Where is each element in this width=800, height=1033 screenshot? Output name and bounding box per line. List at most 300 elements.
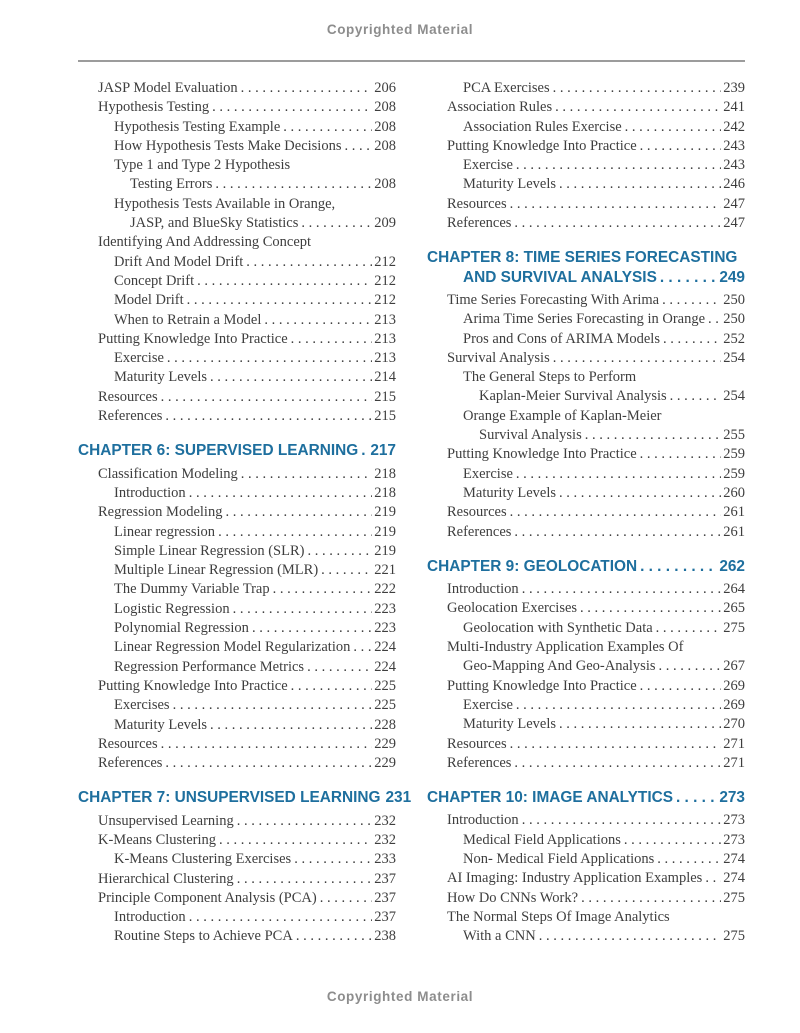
toc-page-number: 212 xyxy=(374,272,396,289)
toc-page-number: 246 xyxy=(723,176,745,193)
toc-page-number: 238 xyxy=(374,928,396,945)
toc-entry-label: PCA Exercises xyxy=(463,80,550,96)
toc-entry-label: Exercises xyxy=(114,697,170,714)
toc-page-number: 262 xyxy=(719,557,745,575)
toc-entry xyxy=(427,696,745,715)
toc-page-number: 275 xyxy=(723,889,745,906)
toc-entry-label: How Do CNNs Work? xyxy=(447,889,579,906)
toc-entry-label: Concept Drift xyxy=(114,272,195,289)
toc-entry xyxy=(78,870,396,889)
toc-entry xyxy=(427,98,745,117)
dot-leader xyxy=(161,388,373,407)
toc-entry xyxy=(427,175,745,194)
toc-entry-label: When to Retrain a Model xyxy=(114,311,262,328)
toc-entry xyxy=(78,388,396,407)
toc-page-number: 215 xyxy=(374,388,396,405)
dot-leader xyxy=(189,484,373,503)
toc-entry xyxy=(78,233,396,252)
dot-leader xyxy=(219,831,372,850)
toc-entry-label: References xyxy=(98,755,163,772)
dot-leader xyxy=(640,137,722,156)
toc-page-number: 275 xyxy=(723,619,745,636)
toc-entry xyxy=(78,349,396,368)
toc-entry xyxy=(78,368,396,387)
toc-page-number: 206 xyxy=(374,80,396,96)
toc-page-number: 223 xyxy=(374,620,396,637)
toc-entry xyxy=(427,927,745,946)
toc-entry-label: AI Imaging: Industry Application Examples xyxy=(447,870,703,887)
dot-leader xyxy=(559,484,721,503)
toc-entry-label: Orange Example of Kaplan-Meier xyxy=(463,407,662,424)
toc-entry-label: References xyxy=(98,408,163,425)
toc-entry-label: Regression Modeling xyxy=(98,504,223,521)
toc-entry-label: Routine Steps to Achieve PCA xyxy=(114,928,293,945)
toc-entry-label: Pros and Cons of ARIMA Models xyxy=(463,330,660,347)
dot-leader xyxy=(246,253,372,272)
dot-leader xyxy=(241,465,373,484)
toc-entry xyxy=(427,850,745,869)
toc-column-left xyxy=(78,79,412,947)
toc-columns xyxy=(78,79,745,947)
dot-leader xyxy=(705,869,721,888)
toc-entry-label: Introduction xyxy=(447,812,519,829)
toc-entry-label: Linear regression xyxy=(114,523,216,540)
toc-page-number: 218 xyxy=(374,484,396,501)
toc-entry xyxy=(78,696,396,715)
dot-leader xyxy=(676,788,717,807)
toc-entry-label: Resources xyxy=(98,735,158,752)
toc-entry-label: Survival Analysis xyxy=(447,349,550,366)
toc-page-number: 229 xyxy=(374,735,396,752)
toc-page-number: 222 xyxy=(374,581,396,598)
toc-entry xyxy=(78,291,396,310)
toc-entry-label: References xyxy=(447,523,512,540)
toc-page-number: 208 xyxy=(374,176,396,193)
toc-entry xyxy=(427,869,745,888)
toc-entry-label: The Normal Steps Of Image Analytics xyxy=(447,908,670,925)
toc-page-number: 269 xyxy=(723,677,745,694)
toc-page-number: 208 xyxy=(374,137,396,154)
toc-entry xyxy=(427,811,745,830)
header-rule xyxy=(78,60,745,62)
dot-leader xyxy=(510,503,722,522)
toc-page-number: 237 xyxy=(374,909,396,926)
toc-entry-label: Geolocation with Synthetic Data xyxy=(463,619,653,636)
toc-entry xyxy=(78,118,396,137)
toc-page-number: 242 xyxy=(723,118,745,135)
toc-entry xyxy=(78,716,396,735)
toc-entry xyxy=(427,889,745,908)
toc-entry-label: Kaplan-Meier Survival Analysis xyxy=(479,388,667,405)
dot-leader xyxy=(663,330,721,349)
toc-entry xyxy=(427,638,745,657)
toc-entry xyxy=(427,657,745,676)
toc-entry-label: Medical Field Applications xyxy=(463,831,621,848)
toc-page-number: 229 xyxy=(374,755,396,772)
toc-page-number: 233 xyxy=(374,851,396,868)
toc-entry xyxy=(427,465,745,484)
dot-leader xyxy=(187,291,373,310)
dot-leader xyxy=(344,137,372,156)
toc-page-number: 274 xyxy=(723,850,745,867)
toc-entry xyxy=(78,98,396,117)
dot-leader xyxy=(197,272,372,291)
dot-leader xyxy=(283,118,372,137)
toc-entry xyxy=(78,658,396,677)
toc-entry xyxy=(427,330,745,349)
toc-entry-label: CHAPTER 7: UNSUPERVISED LEARNING xyxy=(78,789,381,807)
dot-leader xyxy=(656,619,722,638)
dot-leader xyxy=(173,696,373,715)
toc-entry xyxy=(78,272,396,291)
toc-entry-label: Introduction xyxy=(114,484,186,501)
toc-entry xyxy=(78,253,396,272)
toc-page-number: 208 xyxy=(374,99,396,116)
toc-entry xyxy=(427,291,745,310)
toc-page-number: 225 xyxy=(374,697,396,714)
toc-entry xyxy=(427,368,745,387)
toc-page-number: 249 xyxy=(719,268,745,286)
toc-page-number: 250 xyxy=(723,291,745,308)
dot-leader xyxy=(264,311,372,330)
toc-entry xyxy=(427,445,745,464)
toc-page-number: 208 xyxy=(374,118,396,135)
dot-leader xyxy=(522,811,722,830)
toc-page-number: 212 xyxy=(374,253,396,270)
toc-page-number: 273 xyxy=(723,812,745,829)
dot-leader xyxy=(553,349,722,368)
toc-entry xyxy=(78,465,396,484)
toc-page-number: 239 xyxy=(723,80,745,96)
toc-entry xyxy=(78,561,396,580)
toc-entry xyxy=(427,137,745,156)
toc-page-number: 243 xyxy=(723,137,745,154)
toc-page-number: 219 xyxy=(374,523,396,540)
toc-entry-label: Resources xyxy=(447,504,507,521)
toc-entry-label: Putting Knowledge Into Practice xyxy=(98,677,288,694)
toc-entry xyxy=(78,908,396,927)
toc-entry xyxy=(78,137,396,156)
toc-page-number: 232 xyxy=(374,812,396,829)
dot-leader xyxy=(625,118,722,137)
dot-leader xyxy=(555,98,721,117)
toc-entry xyxy=(78,927,396,946)
toc-page-number: 271 xyxy=(723,735,745,752)
toc-page-number: 218 xyxy=(374,465,396,482)
dot-leader xyxy=(241,79,373,98)
dot-leader xyxy=(165,407,372,426)
toc-entry-label: Hierarchical Clustering xyxy=(98,870,234,887)
toc-entry-label: With a CNN xyxy=(463,928,536,945)
dot-leader xyxy=(670,387,722,406)
toc-entry xyxy=(427,156,745,175)
toc-chapter-heading xyxy=(78,788,412,807)
dot-leader xyxy=(307,658,372,677)
toc-page-number: 223 xyxy=(374,600,396,617)
dot-leader xyxy=(161,735,373,754)
dot-leader xyxy=(225,503,372,522)
toc-entry xyxy=(427,195,745,214)
dot-leader xyxy=(522,580,722,599)
dot-leader xyxy=(252,619,372,638)
toc-entry-label: Drift And Model Drift xyxy=(114,253,244,270)
dot-leader xyxy=(237,812,373,831)
toc-entry-label: Introduction xyxy=(447,581,519,598)
toc-entry xyxy=(78,831,396,850)
toc-page-number: 212 xyxy=(374,292,396,309)
toc-entry xyxy=(78,330,396,349)
toc-entry-label: References xyxy=(447,215,512,232)
toc-page-number: 270 xyxy=(723,716,745,733)
dot-leader xyxy=(294,850,372,869)
toc-entry-label: JASP Model Evaluation xyxy=(98,80,238,96)
toc-page-number: 225 xyxy=(374,677,396,694)
dot-leader xyxy=(320,889,373,908)
toc-entry-label: Hypothesis Testing xyxy=(98,99,210,116)
toc-page-number: 243 xyxy=(723,157,745,174)
dot-leader xyxy=(510,735,722,754)
toc-page-number: 271 xyxy=(723,754,745,771)
dot-leader xyxy=(510,195,722,214)
toc-entry xyxy=(78,754,396,773)
toc-entry xyxy=(78,619,396,638)
copyright-header: Copyrighted Material xyxy=(326,22,474,37)
toc-entry xyxy=(78,156,396,175)
toc-entry-label: Exercise xyxy=(463,696,513,713)
toc-entry-label: Survival Analysis xyxy=(479,427,582,444)
toc-page-number: 259 xyxy=(723,446,745,463)
toc-entry-label: Putting Knowledge Into Practice xyxy=(98,330,288,347)
toc-entry-label: K-Means Clustering xyxy=(98,831,216,848)
toc-page-number: 247 xyxy=(723,215,745,232)
dot-leader xyxy=(321,561,372,580)
toc-entry-label: Model Drift xyxy=(114,292,184,309)
toc-page-number: 247 xyxy=(723,195,745,212)
toc-entry-label: JASP, and BlueSky Statistics xyxy=(130,215,299,232)
toc-page-number: 273 xyxy=(719,789,745,807)
dot-leader xyxy=(514,523,721,542)
toc-page-number: 250 xyxy=(723,311,745,328)
toc-entry-label: Resources xyxy=(447,195,507,212)
toc-page-number: 224 xyxy=(374,639,396,656)
toc-entry-label: How Hypothesis Tests Make Decisions xyxy=(114,137,342,154)
dot-leader xyxy=(210,716,372,735)
toc-page-number: 219 xyxy=(374,542,396,559)
toc-page-number: 275 xyxy=(723,928,745,945)
copyright-footer: Copyrighted Material xyxy=(326,989,474,1004)
toc-page-number: 224 xyxy=(374,658,396,675)
dot-leader xyxy=(218,523,372,542)
toc-entry-label: Association Rules Exercise xyxy=(463,118,622,135)
toc-entry xyxy=(78,311,396,330)
dot-leader xyxy=(514,754,721,773)
dot-leader xyxy=(237,870,373,889)
dot-leader xyxy=(307,542,372,561)
toc-page-number: 213 xyxy=(374,330,396,347)
dot-leader xyxy=(624,831,721,850)
toc-page-number: 237 xyxy=(374,870,396,887)
toc-entry-label: Type 1 and Type 2 Hypothesis xyxy=(114,157,291,174)
toc-entry-label: Maturity Levels xyxy=(114,369,208,386)
toc-entry xyxy=(427,831,745,850)
toc-page-number: 232 xyxy=(374,831,396,848)
toc-entry-label: Maturity Levels xyxy=(463,176,557,193)
toc-entry-label: CHAPTER 10: IMAGE ANALYTICS xyxy=(427,789,673,807)
dot-leader xyxy=(516,156,721,175)
toc-page-number: 254 xyxy=(723,388,745,405)
toc-page-number: 260 xyxy=(723,484,745,501)
dot-leader xyxy=(189,908,373,927)
toc-entry-label: Multiple Linear Regression (MLR) xyxy=(114,562,319,579)
toc-entry-label: Logistic Regression xyxy=(114,600,230,617)
toc-entry-label: Putting Knowledge Into Practice xyxy=(447,446,637,463)
toc-entry-label: Linear Regression Model Regularization xyxy=(114,639,351,656)
toc-entry xyxy=(427,580,745,599)
toc-page-number: 261 xyxy=(723,523,745,540)
toc-entry-label: Multi-Industry Application Examples Of xyxy=(447,639,684,656)
toc-page-number: 269 xyxy=(723,696,745,713)
toc-entry-label: Polynomial Regression xyxy=(114,620,249,637)
toc-entry xyxy=(78,214,396,233)
dot-leader xyxy=(640,677,722,696)
toc-page-number: 213 xyxy=(374,350,396,367)
dot-leader xyxy=(657,850,721,869)
toc-entry xyxy=(427,754,745,773)
dot-leader xyxy=(559,715,721,734)
dot-leader xyxy=(165,754,372,773)
toc-entry xyxy=(427,735,745,754)
toc-page-number: 221 xyxy=(374,562,396,579)
dot-leader xyxy=(539,927,722,946)
toc-entry-label: Classification Modeling xyxy=(98,465,238,482)
toc-entry xyxy=(78,79,396,98)
toc-entry xyxy=(78,677,396,696)
toc-page-number: 215 xyxy=(374,408,396,425)
toc-entry xyxy=(427,214,745,233)
toc-entry-label: Time Series Forecasting With Arima xyxy=(447,291,660,308)
toc-entry xyxy=(78,812,396,831)
toc-entry-label: Regression Performance Metrics xyxy=(114,658,305,675)
toc-chapter-heading xyxy=(427,788,745,807)
toc-page-number: 273 xyxy=(723,831,745,848)
toc-entry xyxy=(427,523,745,542)
dot-leader xyxy=(580,599,721,618)
toc-entry-label: References xyxy=(447,754,512,771)
dot-leader xyxy=(210,368,372,387)
dot-leader xyxy=(640,557,717,576)
toc-page-number: 265 xyxy=(723,600,745,617)
dot-leader xyxy=(296,927,372,946)
toc-page-number: 259 xyxy=(723,465,745,482)
toc-entry xyxy=(427,619,745,638)
toc-entry xyxy=(78,523,396,542)
dot-leader xyxy=(640,445,722,464)
toc-entry-label: Putting Knowledge Into Practice xyxy=(447,677,637,694)
toc-entry-label: CHAPTER 9: GEOLOCATION xyxy=(427,557,638,575)
toc-entry-label: Hypothesis Testing Example xyxy=(114,118,281,135)
dot-leader xyxy=(660,268,717,287)
toc-entry-label: CHAPTER 8: TIME SERIES FORECASTING xyxy=(427,249,738,267)
toc-entry xyxy=(427,677,745,696)
dot-leader xyxy=(167,349,372,368)
toc-entry xyxy=(78,175,396,194)
toc-entry xyxy=(78,542,396,561)
toc-entry xyxy=(78,850,396,869)
toc-entry-label: Putting Knowledge Into Practice xyxy=(447,137,637,154)
toc-entry xyxy=(427,407,745,426)
dot-leader xyxy=(291,677,373,696)
toc-entry xyxy=(78,407,396,426)
toc-entry-label: Introduction xyxy=(114,909,186,926)
dot-leader xyxy=(215,175,372,194)
toc-entry-label: Exercise xyxy=(463,157,513,174)
toc-chapter-heading xyxy=(427,268,745,287)
toc-entry-label: Principle Component Analysis (PCA) xyxy=(98,889,317,906)
toc-page-number: 228 xyxy=(374,716,396,733)
toc-entry xyxy=(78,735,396,754)
dot-leader xyxy=(273,580,373,599)
toc-page-number: 237 xyxy=(374,889,396,906)
toc-entry xyxy=(427,387,745,406)
dot-leader xyxy=(659,657,722,676)
toc-entry xyxy=(78,600,396,619)
toc-entry-label: Arima Time Series Forecasting in Orange xyxy=(463,311,706,328)
toc-page-number: 255 xyxy=(723,427,745,444)
toc-entry-label: Exercise xyxy=(114,350,164,367)
dot-leader xyxy=(353,638,372,657)
toc-page-number: 264 xyxy=(723,581,745,598)
toc-chapter-heading xyxy=(78,441,396,460)
dot-leader xyxy=(212,98,372,117)
dot-leader xyxy=(291,330,373,349)
toc-entry-label: The General Steps to Perform xyxy=(463,369,637,386)
toc-entry xyxy=(427,484,745,503)
dot-leader xyxy=(514,214,721,233)
toc-page-number: 241 xyxy=(723,99,745,116)
dot-leader xyxy=(585,426,722,445)
toc-entry xyxy=(78,580,396,599)
toc-entry-label: K-Means Clustering Exercises xyxy=(114,851,292,868)
toc-entry xyxy=(427,715,745,734)
toc-page-number: 219 xyxy=(374,504,396,521)
toc-entry xyxy=(427,79,745,98)
toc-entry-label: Exercise xyxy=(463,465,513,482)
dot-leader xyxy=(553,79,722,98)
dot-leader xyxy=(662,291,721,310)
dot-leader xyxy=(361,441,368,460)
toc-entry-label: AND SURVIVAL ANALYSIS xyxy=(463,268,657,286)
toc-entry-label: Simple Linear Regression (SLR) xyxy=(114,542,305,559)
toc-entry xyxy=(78,503,396,522)
dot-leader xyxy=(516,465,721,484)
toc-entry xyxy=(427,118,745,137)
toc-entry xyxy=(78,195,396,214)
toc-entry-label: Maturity Levels xyxy=(463,484,557,501)
toc-entry xyxy=(427,349,745,368)
toc-entry xyxy=(427,503,745,522)
toc-page-number: 217 xyxy=(370,442,396,460)
toc-column-right xyxy=(427,79,745,947)
toc-page-number: 213 xyxy=(374,311,396,328)
toc-page-number: 274 xyxy=(723,870,745,887)
toc-entry-label: Hypothesis Tests Available in Orange, xyxy=(114,195,336,212)
toc-entry xyxy=(78,484,396,503)
toc-entry-label: Geo-Mapping And Geo-Analysis xyxy=(463,658,656,675)
toc-entry-label: Geolocation Exercises xyxy=(447,600,578,617)
toc-page-number: 261 xyxy=(723,504,745,521)
toc-entry-label: Unsupervised Learning xyxy=(98,812,234,829)
toc-entry-label: Association Rules xyxy=(447,99,553,116)
